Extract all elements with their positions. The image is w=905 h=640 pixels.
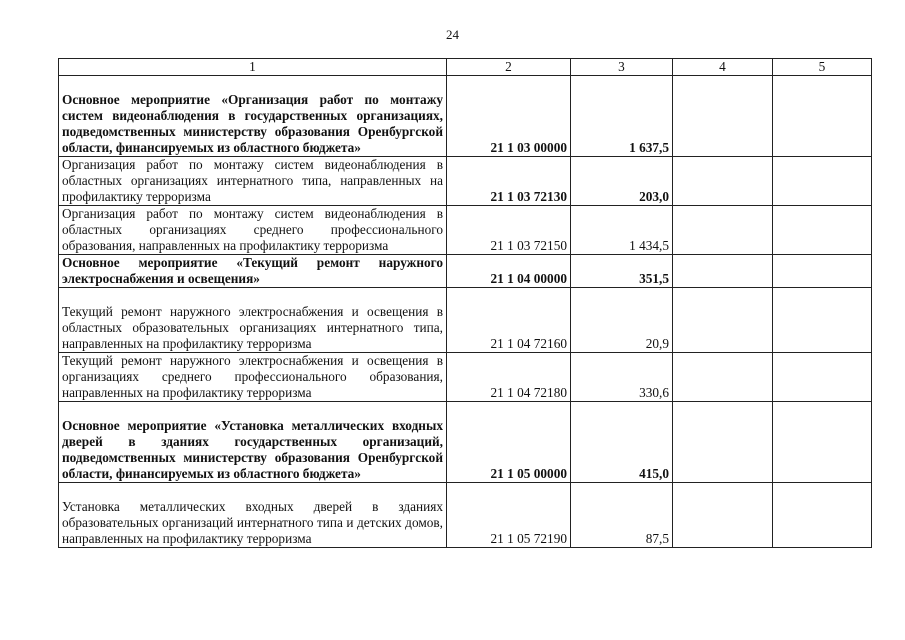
- row-col5: [773, 353, 872, 402]
- row-amount: 20,9: [571, 288, 673, 353]
- table-row: [59, 353, 872, 402]
- table-row: [59, 157, 872, 206]
- row-name: Установка металлических входных дверей в зданиях образовательных организаций интернатного типа и детских домов, направленных на профилактику терроризма: [59, 483, 447, 548]
- column-header-4: 4: [673, 59, 773, 76]
- row-name: Текущий ремонт наружного электроснабжения и освещения в организациях среднего профессионального образования, направленных на профилактику терроризма: [59, 353, 447, 402]
- row-col4: [673, 483, 773, 548]
- page-number: 24: [446, 27, 459, 42]
- row-name: Основное мероприятие «Текущий ремонт наружного электроснабжения и освещения»: [59, 255, 447, 288]
- row-col4: [673, 76, 773, 157]
- row-col5: [773, 402, 872, 483]
- row-col4: [673, 157, 773, 206]
- table-row: [59, 255, 872, 288]
- row-col4: [673, 353, 773, 402]
- row-code: 21 1 03 72150: [447, 206, 571, 255]
- row-amount: 330,6: [571, 353, 673, 402]
- row-amount: 1 434,5: [571, 206, 673, 255]
- row-name: Организация работ по монтажу систем видеонаблюдения в областных организациях среднего профессионального образования, направленных на профилактику терроризма: [59, 206, 447, 255]
- row-col4: [673, 255, 773, 288]
- row-code: 21 1 04 72160: [447, 288, 571, 353]
- row-name: Основное мероприятие «Организация работ по монтажу систем видеонаблюдения в государственных организациях, подведомственных министерству образования Оренбургской области, финансируемых из областного бюджета»: [59, 76, 447, 157]
- row-col5: [773, 206, 872, 255]
- row-code: 21 1 05 72190: [447, 483, 571, 548]
- row-name: Текущий ремонт наружного электроснабжения и освещения в областных образовательных организациях интернатного типа, направленных на профилактику терроризма: [59, 288, 447, 353]
- row-amount: 1 637,5: [571, 76, 673, 157]
- row-col5: [773, 76, 872, 157]
- row-amount: 203,0: [571, 157, 673, 206]
- row-code: 21 1 03 00000: [447, 76, 571, 157]
- row-code: 21 1 04 00000: [447, 255, 571, 288]
- column-header-3: 3: [571, 59, 673, 76]
- table-row: [59, 483, 872, 548]
- row-col4: [673, 206, 773, 255]
- column-header-5: 5: [773, 59, 872, 76]
- row-amount: 415,0: [571, 402, 673, 483]
- row-col4: [673, 402, 773, 483]
- row-name: Организация работ по монтажу систем видеонаблюдения в областных организациях интернатного типа, направленных на профилактику терроризма: [59, 157, 447, 206]
- row-amount: 351,5: [571, 255, 673, 288]
- column-header-2: 2: [447, 59, 571, 76]
- table-row: [59, 206, 872, 255]
- row-code: 21 1 05 00000: [447, 402, 571, 483]
- table-row: [59, 402, 872, 483]
- row-name: Основное мероприятие «Установка металлических входных дверей в зданиях государственных организаций, подведомственных министерству образования Оренбургской области, финансируемых из областного бюджета»: [59, 402, 447, 483]
- row-amount: 87,5: [571, 483, 673, 548]
- row-col5: [773, 157, 872, 206]
- budget-table: [58, 58, 872, 548]
- row-code: 21 1 03 72130: [447, 157, 571, 206]
- table-row: [59, 76, 872, 157]
- row-code: 21 1 04 72180: [447, 353, 571, 402]
- row-col4: [673, 288, 773, 353]
- row-col5: [773, 288, 872, 353]
- row-col5: [773, 255, 872, 288]
- table-header-row: [59, 59, 872, 76]
- table-row: [59, 288, 872, 353]
- row-col5: [773, 483, 872, 548]
- column-header-1: 1: [59, 59, 447, 76]
